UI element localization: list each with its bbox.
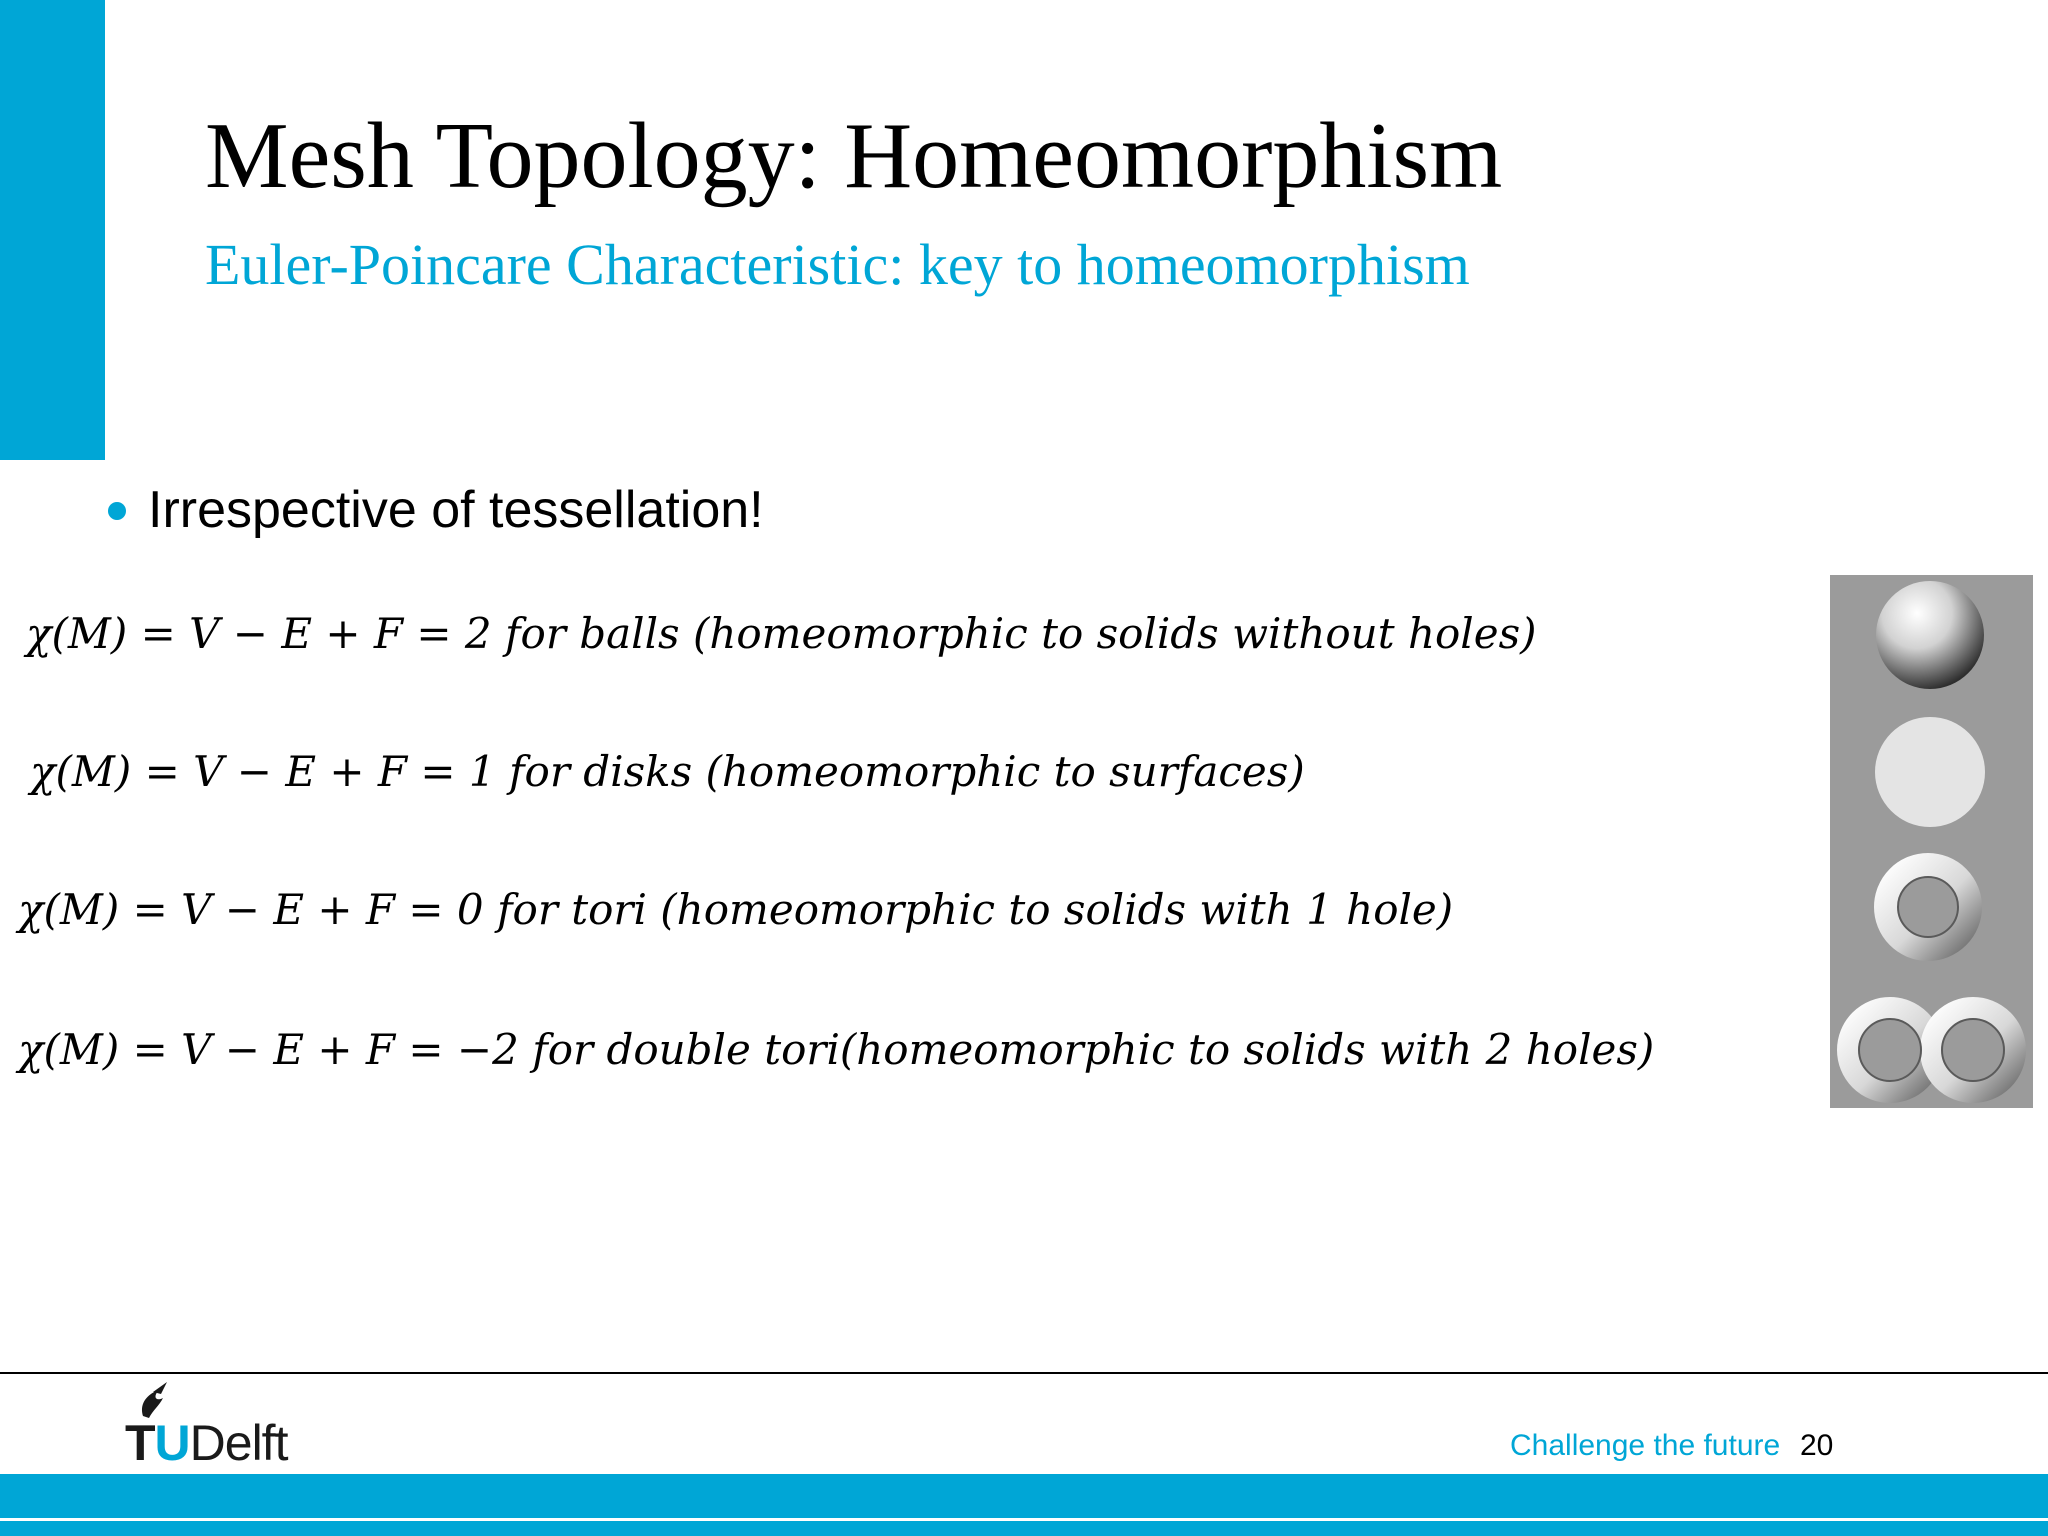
footer-tagline: Challenge the future: [1510, 1429, 1781, 1462]
tudelft-logo: [125, 1380, 335, 1470]
logo-delft: Delft: [189, 1415, 288, 1471]
formula-tori: χ(M) = V − E + F = 0 for tori (homeomorphic to solids with 1 hole): [18, 885, 1454, 934]
footer-band: [0, 1474, 2048, 1518]
formula-disks: χ(M) = V − E + F = 1 for disks (homeomorphic to surfaces): [30, 747, 1305, 796]
bullet-text: Irrespective of tessellation!: [148, 481, 764, 539]
logo-wordmark: [125, 1416, 287, 1470]
slide-subtitle: Euler-Poincare Characteristic: key to homeomorphism: [205, 232, 1470, 297]
formula-double-tori: χ(M) = V − E + F = −2 for double tori(homeomorphic to solids with 2 holes): [18, 1025, 1655, 1074]
logo-u: U: [154, 1415, 190, 1471]
footer-stripe: [0, 1521, 2048, 1536]
flame-icon: [125, 1380, 185, 1420]
slide-title: Mesh Topology: Homeomorphism: [205, 104, 1503, 208]
formula-balls: χ(M) = V − E + F = 2 for balls (homeomorphic to solids without holes): [26, 609, 1537, 658]
torus-icon: [1886, 865, 1970, 949]
footer-divider: [0, 1372, 2048, 1374]
accent-bar: [0, 0, 105, 460]
double-torus-icon: [1848, 1008, 2015, 1092]
disk-icon: [1875, 717, 1985, 827]
shapes-figure: [1830, 575, 2033, 1108]
bullet-dot-icon: [108, 502, 126, 520]
logo-t: T: [125, 1415, 155, 1471]
sphere-icon: [1876, 581, 1984, 689]
page-number: 20: [1800, 1429, 1834, 1462]
